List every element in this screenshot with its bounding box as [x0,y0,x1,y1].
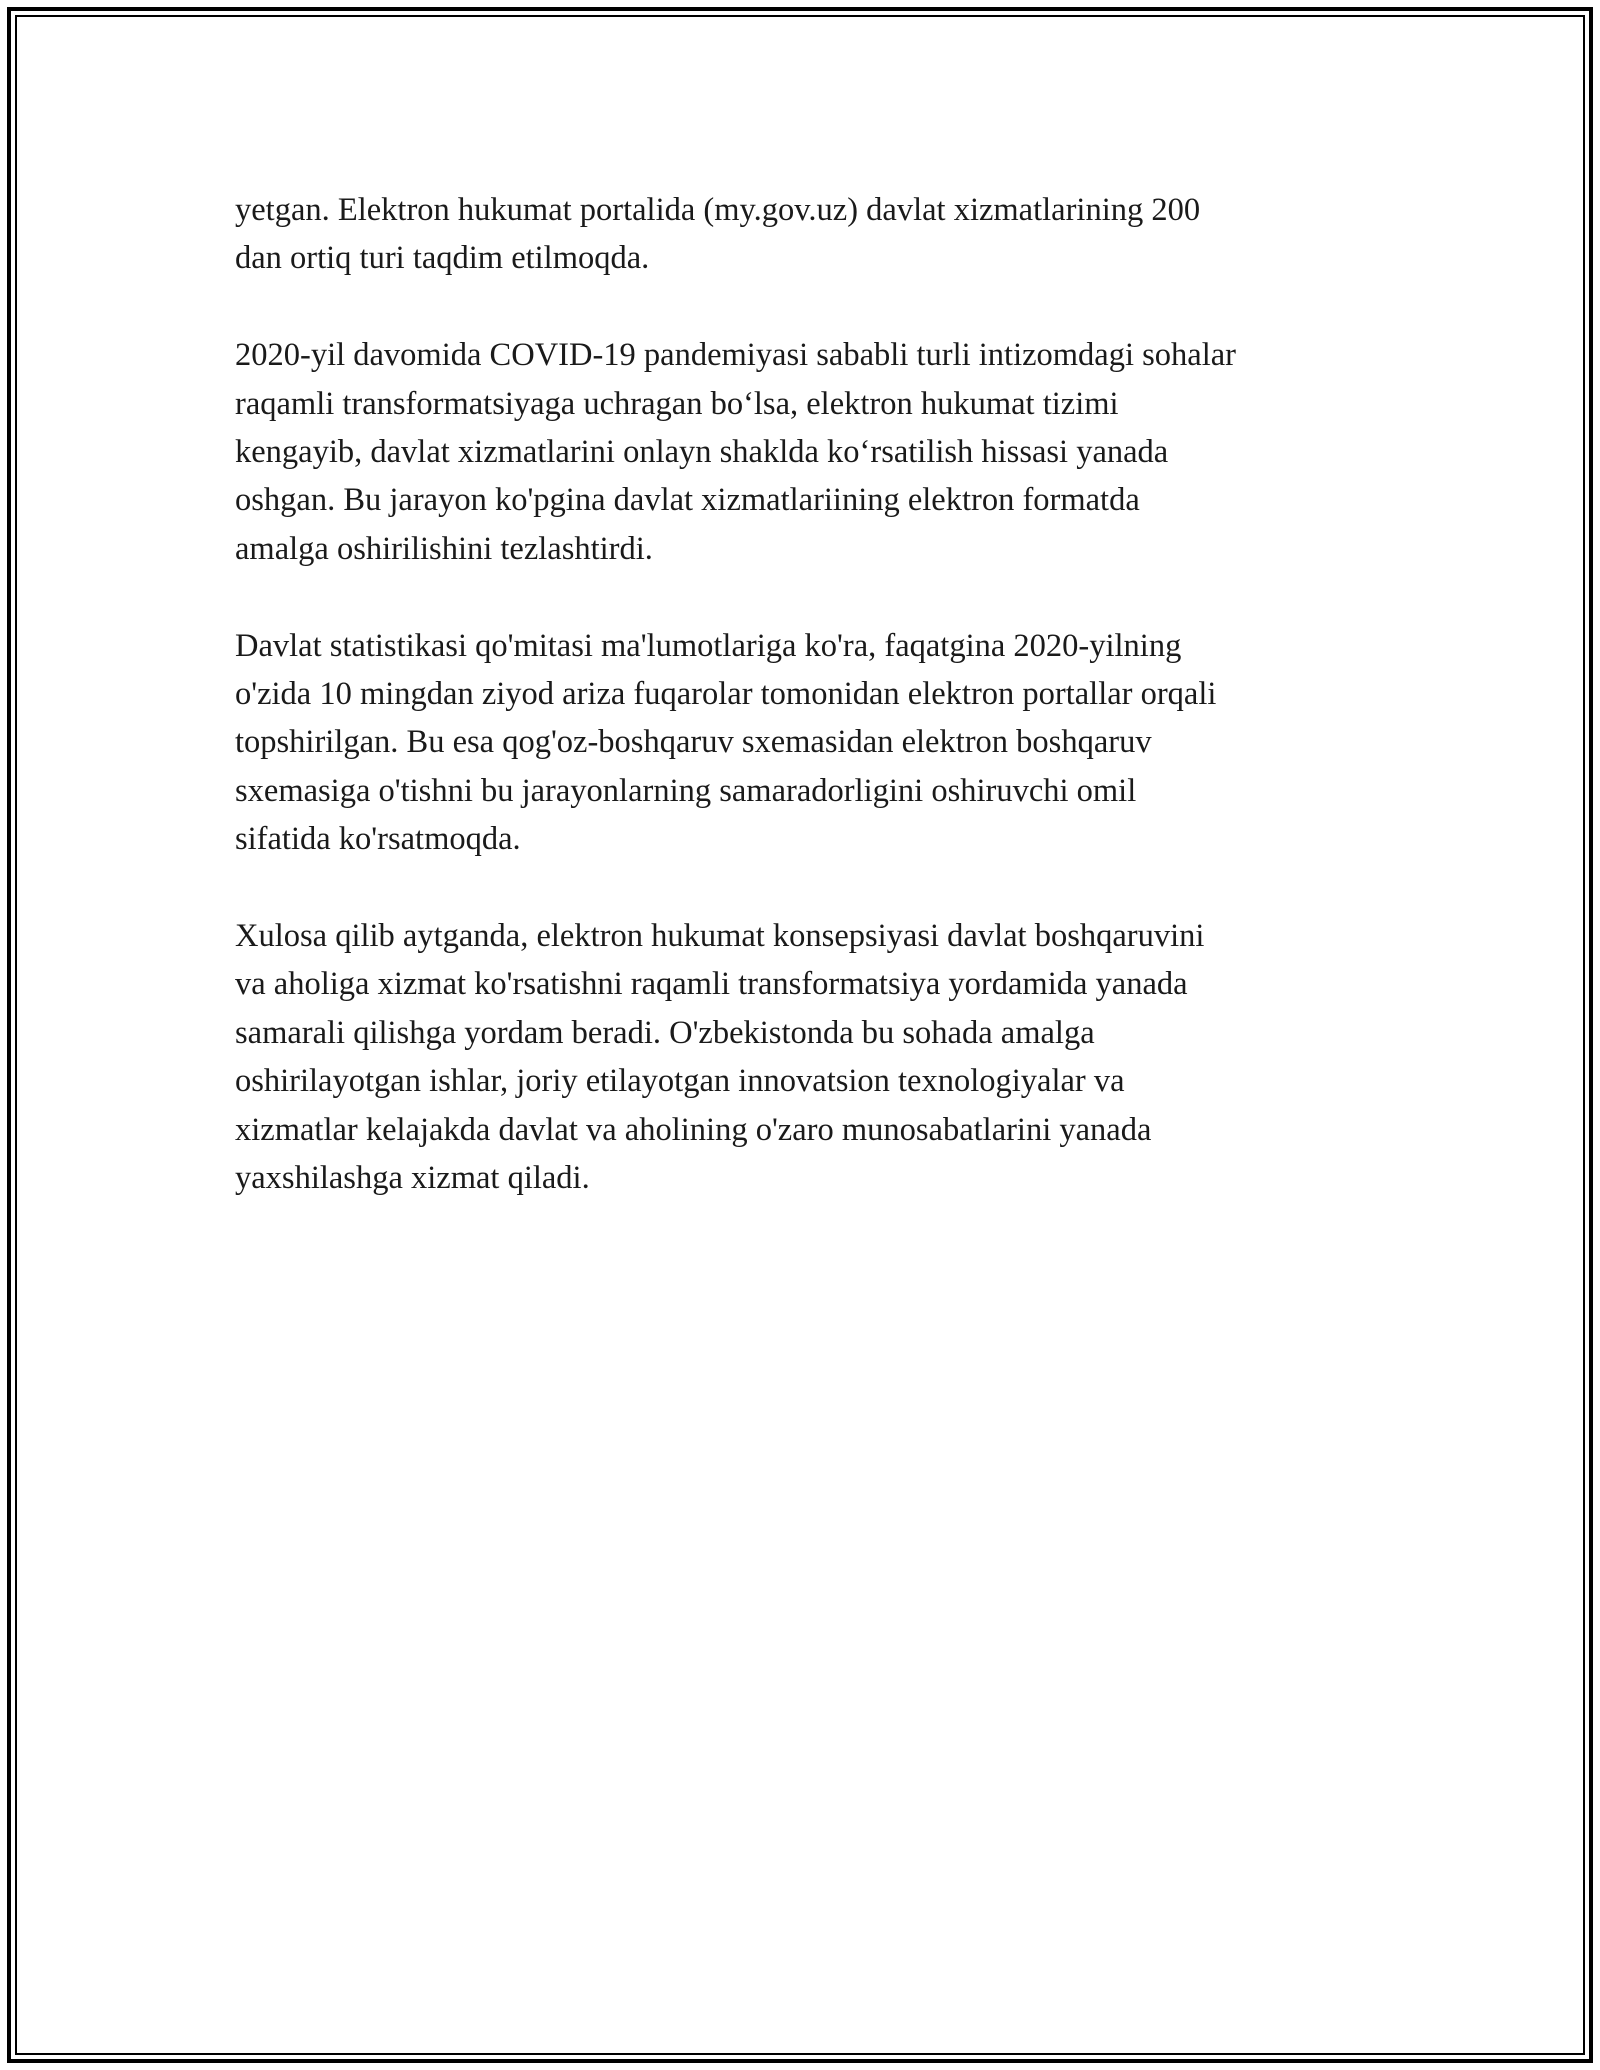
text-line: 2020-yil davomida COVID-19 pandemiyasi sababli turli intizomdagi sohalar [235,337,1236,374]
text-line: samarali qilishga yordam beradi. O'zbekistonda bu sohada amalga [235,1014,1095,1051]
text-line: yetgan. Elektron hukumat portalida (my.gov.uz) davlat xizmatlarining 200 [235,192,1201,228]
text-line: oshgan. Bu jarayon ko'pgina davlat xizmatlariining elektron formatda [235,482,1140,519]
text-line: sxemasiga o'tishni bu jarayonlarning samaradorligini oshiruvchi omil [235,772,1137,809]
text-line: sifatida ko'rsatmoqda. [235,821,521,858]
text-line: va aholiga xizmat ko'rsatishni raqamli transformatsiya yordamida yanada [235,966,1188,1003]
text-line: topshirilgan. Bu esa qog'oz-boshqaruv sxemasidan elektron boshqaruv [235,724,1152,761]
text-line: dan ortiq turi taqdim etilmoqda. [235,240,650,277]
text-line: kengayib, davlat xizmatlarini onlayn shaklda ko‘rsatilish hissasi yanada [235,434,1169,471]
text-line: Davlat statistikasi qo'mitasi ma'lumotlariga ko'ra, faqatgina 2020-yilning [235,627,1182,664]
text-line: yaxshilashga xizmat qiladi. [235,1160,590,1197]
paragraph-2 [235,331,1385,573]
paragraph-1 [235,186,1385,283]
paragraph-3 [235,622,1385,864]
paragraph-4 [235,912,1385,1202]
text-line: oshirilayotgan ishlar, joriy etilayotgan innovatsion texnologiyalar va [235,1063,1125,1100]
text-line: raqamli transformatsiyaga uchragan bo‘lsa, elektron hukumat tizimi [235,385,1119,422]
text-line: xizmatlar kelajakda davlat va aholining o'zaro munosabatlarini yanada [235,1111,1152,1148]
text-line: Xulosa qilib aytganda, elektron hukumat konsepsiyasi davlat boshqaruvini [235,918,1205,955]
document-body [235,186,1385,1251]
text-line: o'zida 10 mingdan ziyod ariza fuqarolar tomonidan elektron portallar orqali [235,676,1217,713]
text-line: amalga oshirilishini tezlashtirdi. [235,530,653,567]
